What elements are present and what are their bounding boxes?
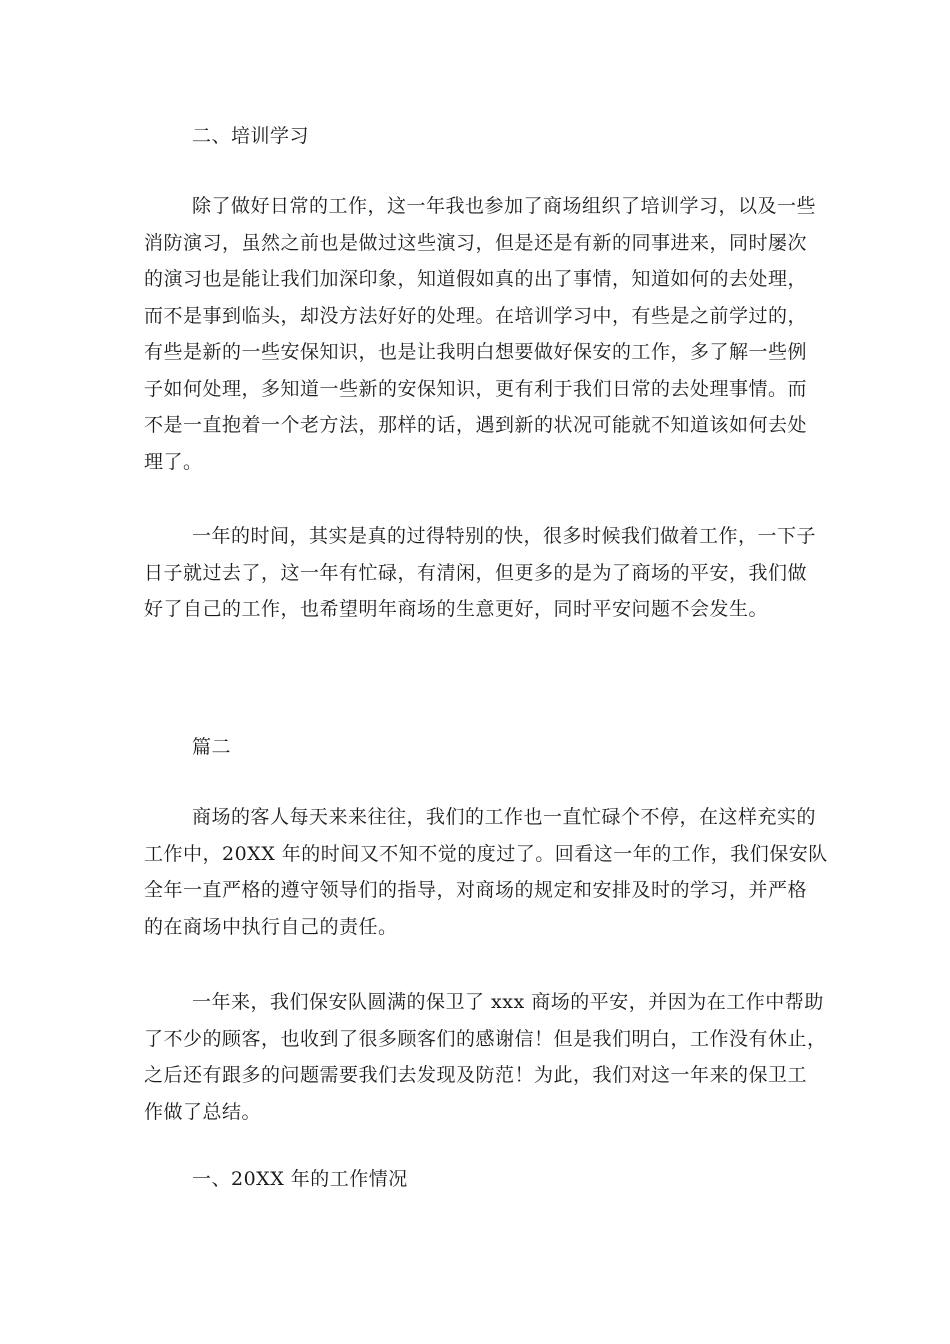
paragraph-line: 好了自己的工作，也希望明年商场的生意更好，同时平安问题不会发生。	[144, 598, 769, 620]
paragraph-line: 的演习也是能让我们加深印象，知道假如真的出了事情，知道如何的去处理，	[144, 268, 808, 290]
section-heading-work-status	[144, 1161, 809, 1198]
paragraph-line: 子如何处理，多知道一些新的安保知识，更有利于我们日常的去处理事情。而	[144, 377, 808, 400]
heading-text: 二、培训学习	[192, 125, 310, 147]
paragraph-line: 有些是新的一些安保知识，也是让我明白想要做好保安的工作，多了解一些例	[144, 341, 808, 363]
paragraph-line: 了不少的顾客，也收到了很多顾客们的感谢信！但是我们明白，工作没有休止，	[144, 1027, 827, 1050]
paragraph-mall-customers	[144, 799, 828, 945]
paragraph-line: 的在商场中执行自己的责任。	[144, 915, 398, 938]
paragraph-line: 商场的客人每天来来往往，我们的工作也一直忙碌个不停，在这样充实的	[192, 806, 817, 828]
section-heading-part-two	[144, 729, 809, 766]
paragraph-line: 除了做好日常的工作，这一年我也参加了商场组织了培训学习，以及一些	[192, 195, 817, 217]
heading-text: 篇二	[192, 736, 232, 758]
paragraph-line: 一年来，我们保安队圆满的保卫了 xxx 商场的平安，并因为在工作中帮助	[192, 991, 824, 1013]
paragraph-line: 全年一直严格的遵守领导们的指导，对商场的规定和安排及时的学习，并严格	[144, 879, 808, 901]
paragraph-training-details	[144, 188, 817, 480]
paragraph-line: 不是一直抱着一个老方法，那样的话，遇到新的状况可能就不知道该如何去处	[144, 414, 808, 436]
paragraph-line: 工作中，20XX 年的时间又不知不觉的度过了。回看这一年的工作，我们保安队	[144, 842, 828, 865]
paragraph-line: 而不是事到临头，却没方法好好的处理。在培训学习中，有些是之前学过的，	[144, 304, 808, 327]
paragraph-line: 一年的时间，其实是真的过得特别的快，很多时候我们做着工作，一下子	[192, 525, 817, 547]
paragraph-line: 作做了总结。	[144, 1100, 262, 1123]
paragraph-year-summary	[144, 518, 817, 628]
paragraph-line: 消防演习，虽然之前也是做过这些演习，但是还是有新的同事进来，同时屡次	[144, 231, 808, 254]
heading-text: 一、20XX 年的工作情况	[192, 1168, 408, 1190]
section-heading-training	[144, 118, 809, 155]
paragraph-line: 理了。	[144, 450, 203, 473]
paragraph-security-team	[144, 984, 827, 1130]
paragraph-line: 之后还有跟多的问题需要我们去发现及防范！为此，我们对这一年来的保卫工	[144, 1064, 808, 1086]
paragraph-line: 日子就过去了，这一年有忙碌，有清闲，但更多的是为了商场的平安，我们做	[144, 561, 808, 584]
